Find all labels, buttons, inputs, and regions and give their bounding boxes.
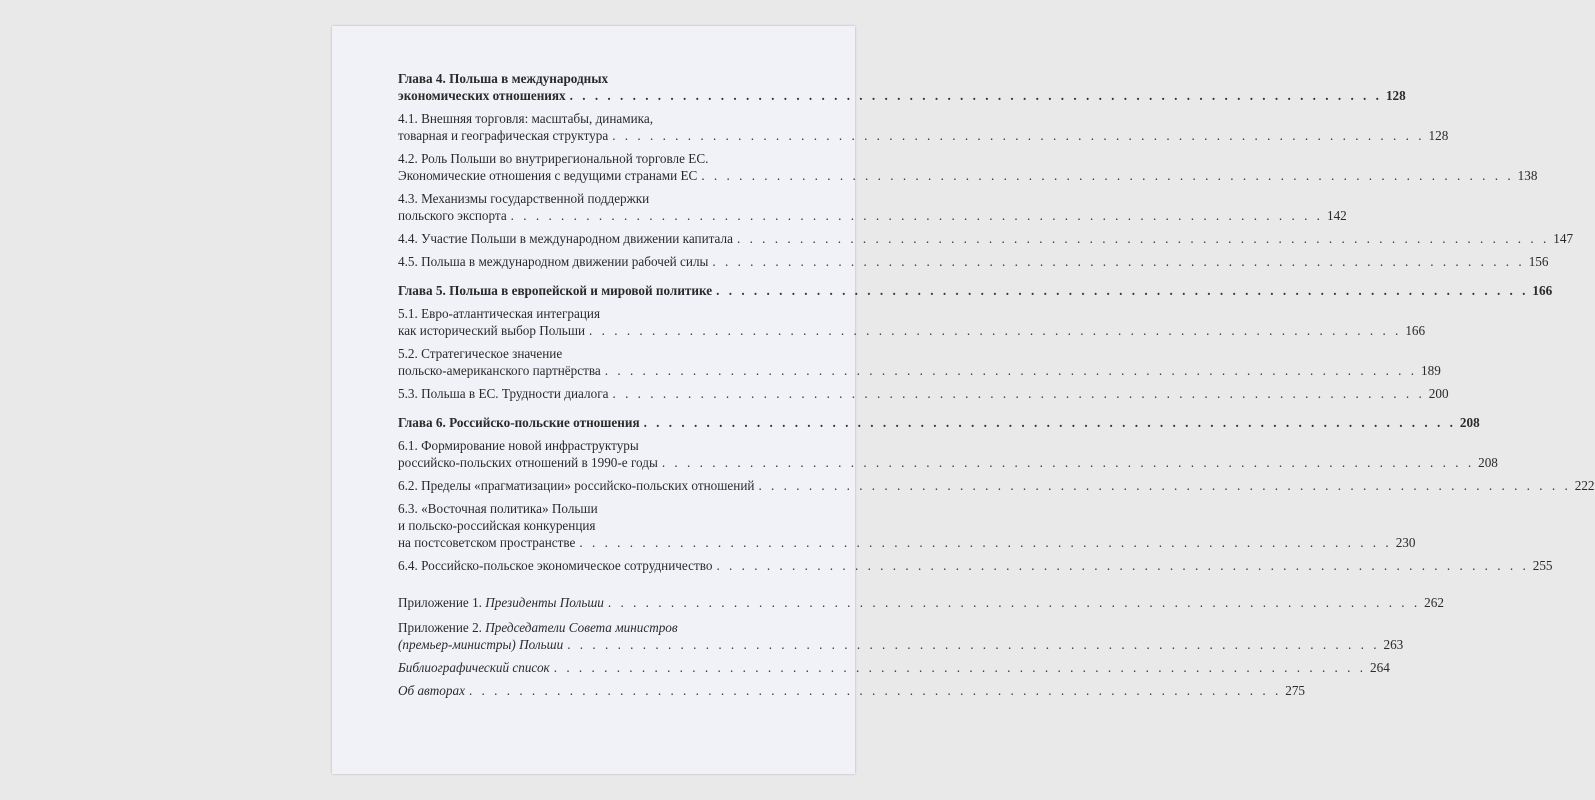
toc-entry-title: польско-американского партнёрства	[398, 363, 601, 378]
page-number: 128	[1385, 88, 1406, 103]
leader-dots: . . . . . . . . . . . . . . . . . . . . . . . . . . . . . . . . . . . . . . . . . . . . . . . . . . . . . . . . . . . . . . . . .	[567, 637, 1380, 652]
appendix-prefix: Приложение 1.	[398, 595, 486, 610]
leader-dots: . . . . . . . . . . . . . . . . . . . . . . . . . . . . . . . . . . . . . . . . . . . . . . . . . . . . . . . . . . . . . . . . .	[736, 231, 1550, 246]
toc-entry-title: 4.5. Польша в международном движении рабочей силы	[398, 254, 709, 269]
toc-entry-title: 4.4. Участие Польши в международном движении капитала	[398, 231, 733, 246]
book-page	[332, 26, 1595, 774]
toc-entry-title: Экономические отношения с ведущими странами ЕС	[398, 168, 698, 183]
leader-dots: . . . . . . . . . . . . . . . . . . . . . . . . . . . . . . . . . . . . . . . . . . . . . . . . . . . . . . . . . . . . . . . . .	[579, 535, 1392, 550]
leader-dots: . . . . . . . . . . . . . . . . . . . . . . . . . . . . . . . . . . . . . . . . . . . . . . . . . . . . . . . . . . . . . . . . .	[716, 283, 1529, 298]
leader-dots: . . . . . . . . . . . . . . . . . . . . . . . . . . . . . . . . . . . . . . . . . . . . . . . . . . . . . . . . . . . . . . . . .	[468, 683, 1282, 698]
toc-entry-title: 6.3. «Восточная политика» Польши	[398, 501, 598, 516]
page-number: 255	[1532, 558, 1553, 573]
toc-entry-title: российско-польских отношений в 1990-е годы	[398, 455, 658, 470]
leader-dots: . . . . . . . . . . . . . . . . . . . . . . . . . . . . . . . . . . . . . . . . . . . . . . . . . . . . . . . . . . . . . . . . .	[758, 478, 1571, 493]
toc-chapter-5	[398, 282, 1553, 299]
toc-section-5-2	[398, 345, 1441, 379]
page-number: 230	[1395, 535, 1416, 550]
appendix-title: (премьер-министры) Польши	[398, 637, 564, 652]
leader-dots: . . . . . . . . . . . . . . . . . . . . . . . . . . . . . . . . . . . . . . . . . . . . . . . . . . . . . . . . . . . . . . . . .	[612, 386, 1425, 401]
leader-dots: . . . . . . . . . . . . . . . . . . . . . . . . . . . . . . . . . . . . . . . . . . . . . . . . . . . . . . . . . . . . . . . . .	[607, 595, 1421, 610]
toc-entry-title: Глава 5. Польша в европейской и мировой политике	[398, 283, 713, 298]
toc-section-4-1	[398, 110, 1449, 144]
toc-entry-title: Глава 4. Польша в международных	[398, 71, 609, 86]
leader-dots: . . . . . . . . . . . . . . . . . . . . . . . . . . . . . . . . . . . . . . . . . . . . . . . . . . . . . . . . . . . . . . . . .	[716, 558, 1529, 573]
page-number: 166	[1532, 283, 1553, 298]
appendix-title: Президенты Польши	[485, 595, 604, 610]
page-number: 200	[1428, 386, 1449, 401]
toc-entry-title: 5.3. Польша в ЕС. Трудности диалога	[398, 386, 609, 401]
toc-entry-title: 4.3. Механизмы государственной поддержки	[398, 191, 650, 206]
leader-dots: . . . . . . . . . . . . . . . . . . . . . . . . . . . . . . . . . . . . . . . . . . . . . . . . . . . . . . . . . . . . . . . . .	[712, 254, 1525, 269]
toc-section-6-3	[398, 500, 1416, 551]
leader-dots: . . . . . . . . . . . . . . . . . . . . . . . . . . . . . . . . . . . . . . . . . . . . . . . . . . . . . . . . . . . . . . . . .	[604, 363, 1418, 378]
page-number: 208	[1459, 415, 1480, 430]
toc-section-4-3	[398, 190, 1347, 224]
toc-entry-title: как исторический выбор Польши	[398, 323, 586, 338]
toc-section-6-4	[398, 557, 1553, 574]
leader-dots: . . . . . . . . . . . . . . . . . . . . . . . . . . . . . . . . . . . . . . . . . . . . . . . . . . . . . . . . . . . . . . . . .	[569, 88, 1382, 103]
page-number: 138	[1517, 168, 1538, 183]
toc-section-6-2	[398, 477, 1595, 494]
toc-entry-title: 6.2. Пределы «прагматизации» российско-польских отношений	[398, 478, 755, 493]
page-number: 275	[1285, 683, 1306, 698]
page-number: 147	[1553, 231, 1574, 246]
toc-entry-title: 5.1. Евро-атлантическая интеграция	[398, 306, 601, 321]
toc-section-6-1	[398, 437, 1498, 471]
toc-entry-title: экономических отношениях	[398, 88, 566, 103]
page-number: 166	[1405, 323, 1426, 338]
toc-entry-title: польского экспорта	[398, 208, 507, 223]
table-of-contents	[398, 70, 1595, 705]
leader-dots: . . . . . . . . . . . . . . . . . . . . . . . . . . . . . . . . . . . . . . . . . . . . . . . . . . . . . . . . . . . . . . . . .	[661, 455, 1475, 470]
toc-section-4-5	[398, 253, 1549, 270]
appendix-prefix: Приложение 2.	[398, 620, 486, 635]
page-number: 263	[1383, 637, 1404, 652]
leader-dots: . . . . . . . . . . . . . . . . . . . . . . . . . . . . . . . . . . . . . . . . . . . . . . . . . . . . . . . . . . . . . . . . .	[612, 128, 1425, 143]
toc-chapter-4	[398, 70, 1406, 104]
leader-dots: . . . . . . . . . . . . . . . . . . . . . . . . . . . . . . . . . . . . . . . . . . . . . . . . . . . . . . . . . . . . . . . . .	[553, 660, 1367, 675]
toc-appendix-2	[398, 619, 1404, 653]
page-number: 262	[1424, 595, 1444, 610]
toc-authors	[398, 682, 1306, 699]
leader-dots: . . . . . . . . . . . . . . . . . . . . . . . . . . . . . . . . . . . . . . . . . . . . . . . . . . . . . . . . . . . . . . . . .	[643, 415, 1456, 430]
page-number: 189	[1421, 363, 1441, 378]
toc-entry-title: 6.4. Российско-польское экономическое сотрудничество	[398, 558, 713, 573]
toc-chapter-6	[398, 414, 1480, 431]
toc-entry-title: Глава 6. Российско-польские отношения	[398, 415, 640, 430]
toc-entry-title: и польско-российская конкуренция	[398, 518, 596, 533]
toc-appendix-1	[398, 594, 1444, 611]
toc-entry-title: товарная и географическая структура	[398, 128, 609, 143]
toc-section-4-4	[398, 230, 1574, 247]
leader-dots: . . . . . . . . . . . . . . . . . . . . . . . . . . . . . . . . . . . . . . . . . . . . . . . . . . . . . . . . . . . . . . . . .	[701, 168, 1514, 183]
toc-entry-title: на постсоветском пространстве	[398, 535, 576, 550]
toc-entry-title: 6.1. Формирование новой инфраструктуры	[398, 438, 639, 453]
toc-entry-title: Об авторах	[398, 683, 465, 698]
page-number: 208	[1478, 455, 1498, 470]
toc-section-4-2	[398, 150, 1538, 184]
leader-dots: . . . . . . . . . . . . . . . . . . . . . . . . . . . . . . . . . . . . . . . . . . . . . . . . . . . . . . . . . . . . . . . . .	[510, 208, 1323, 223]
appendix-title: Председатели Совета министров	[485, 620, 678, 635]
page-number: 222	[1574, 478, 1595, 493]
toc-entry-title: Библиографический список	[398, 660, 550, 675]
toc-entry-title: 5.2. Стратегическое значение	[398, 346, 563, 361]
toc-section-5-3	[398, 385, 1449, 402]
leader-dots: . . . . . . . . . . . . . . . . . . . . . . . . . . . . . . . . . . . . . . . . . . . . . . . . . . . . . . . . . . . . . . . . .	[589, 323, 1402, 338]
page-number: 128	[1428, 128, 1449, 143]
toc-section-5-1	[398, 305, 1426, 339]
toc-entry-title: 4.1. Внешняя торговля: масштабы, динамика,	[398, 111, 654, 126]
toc-entry-title: 4.2. Роль Польши во внутрирегиональной торговле ЕС.	[398, 151, 709, 166]
page-number: 156	[1528, 254, 1549, 269]
toc-bibliography	[398, 659, 1390, 676]
page-number: 264	[1370, 660, 1390, 675]
page-number: 142	[1326, 208, 1347, 223]
